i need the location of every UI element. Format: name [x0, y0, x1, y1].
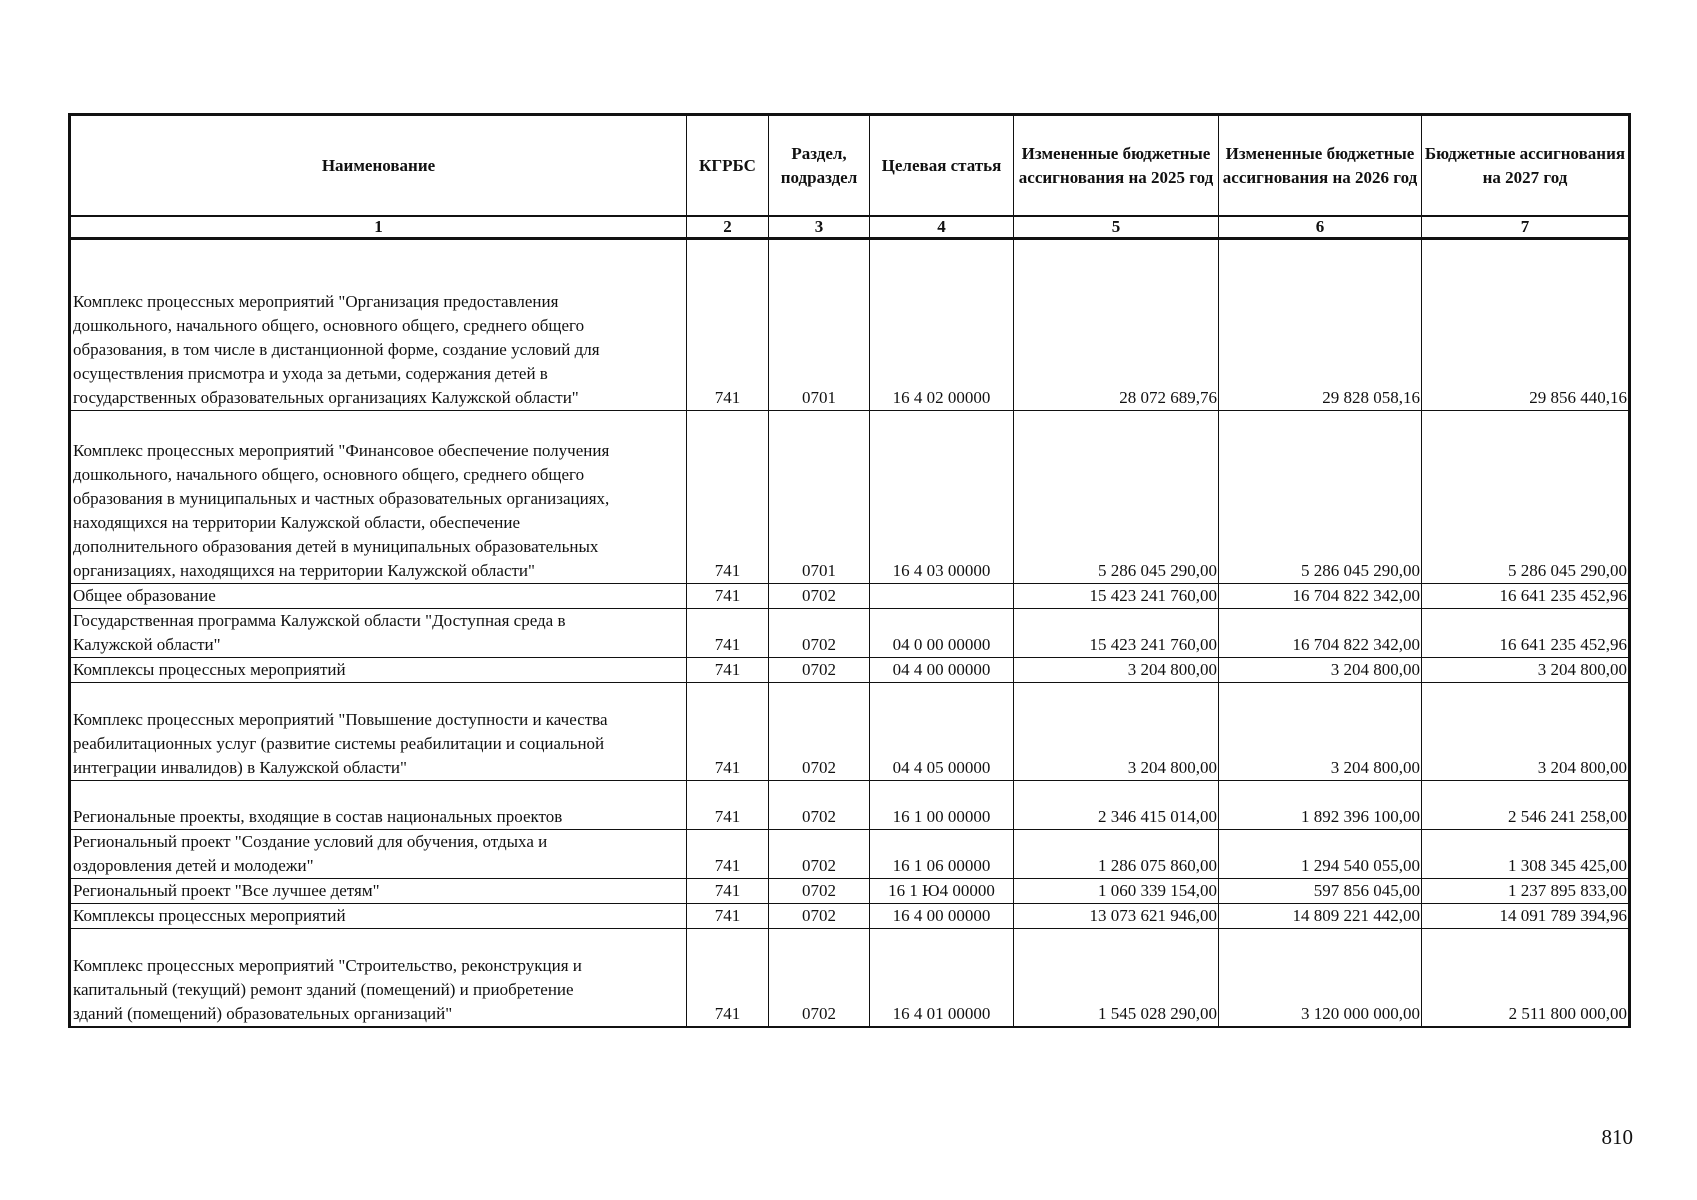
- row-amount-2027: 1 308 345 425,00: [1422, 830, 1630, 879]
- row-name: Региональный проект "Создание условий для обучения, отдыха и оздоровления детей и молодежи": [70, 830, 687, 879]
- header-2027: Бюджетные ассигнования на 2027 год: [1422, 115, 1630, 217]
- row-amount-2025: 1 286 075 860,00: [1014, 830, 1219, 879]
- table-row: [70, 683, 1630, 781]
- row-kgrbs: 741: [687, 239, 769, 411]
- row-amount-2025: 15 423 241 760,00: [1014, 584, 1219, 609]
- row-target: 04 4 05 00000: [870, 683, 1014, 781]
- budget-table: [68, 113, 1631, 1028]
- row-name: Общее образование: [70, 584, 687, 609]
- row-amount-2025: 5 286 045 290,00: [1014, 411, 1219, 584]
- table-row: [70, 658, 1630, 683]
- row-section: 0702: [769, 609, 870, 658]
- row-amount-2025: 1 060 339 154,00: [1014, 879, 1219, 904]
- row-amount-2026: 1 294 540 055,00: [1219, 830, 1422, 879]
- table-row: [70, 411, 1630, 584]
- row-kgrbs: 741: [687, 683, 769, 781]
- row-amount-2026: 3 204 800,00: [1219, 683, 1422, 781]
- header-2025: Измененные бюджетные ассигнования на 2025 год: [1014, 115, 1219, 217]
- row-amount-2026: 5 286 045 290,00: [1219, 411, 1422, 584]
- column-number: 1: [70, 216, 687, 239]
- row-section: 0702: [769, 781, 870, 830]
- row-kgrbs: 741: [687, 879, 769, 904]
- row-target: 16 1 Ю4 00000: [870, 879, 1014, 904]
- row-section: 0702: [769, 929, 870, 1027]
- header-kgrbs: КГРБС: [687, 115, 769, 217]
- row-kgrbs: 741: [687, 929, 769, 1027]
- row-amount-2026: 14 809 221 442,00: [1219, 904, 1422, 929]
- row-amount-2025: 3 204 800,00: [1014, 683, 1219, 781]
- row-amount-2027: 1 237 895 833,00: [1422, 879, 1630, 904]
- row-amount-2027: 2 511 800 000,00: [1422, 929, 1630, 1027]
- row-target: 16 1 06 00000: [870, 830, 1014, 879]
- row-target: 16 4 00 00000: [870, 904, 1014, 929]
- table-row: [70, 239, 1630, 411]
- row-target: 16 1 00 00000: [870, 781, 1014, 830]
- row-section: 0702: [769, 830, 870, 879]
- row-amount-2025: 2 346 415 014,00: [1014, 781, 1219, 830]
- row-amount-2027: 5 286 045 290,00: [1422, 411, 1630, 584]
- row-amount-2026: 16 704 822 342,00: [1219, 609, 1422, 658]
- column-number: 3: [769, 216, 870, 239]
- column-number: 4: [870, 216, 1014, 239]
- header-2026: Измененные бюджетные ассигнования на 2026 год: [1219, 115, 1422, 217]
- page-number: 810: [1601, 1125, 1633, 1149]
- row-amount-2025: 1 545 028 290,00: [1014, 929, 1219, 1027]
- header-row: [70, 115, 1630, 217]
- row-amount-2027: 14 091 789 394,96: [1422, 904, 1630, 929]
- row-amount-2027: 29 856 440,16: [1422, 239, 1630, 411]
- row-section: 0702: [769, 904, 870, 929]
- row-amount-2027: 2 546 241 258,00: [1422, 781, 1630, 830]
- header-name: Наименование: [70, 115, 687, 217]
- row-section: 0701: [769, 239, 870, 411]
- row-kgrbs: 741: [687, 781, 769, 830]
- row-amount-2025: 28 072 689,76: [1014, 239, 1219, 411]
- row-name: Комплекс процессных мероприятий "Финансовое обеспечение получения дошкольного, начального общего, основного общего, среднего общего образования в муниципальных и частных образовательных организациях, находящихся на территории Калужской области, обеспечение дополнительного образования детей в муниципальных образовательных организациях, находящихся на территории Калужской области": [70, 411, 687, 584]
- table-row: [70, 904, 1630, 929]
- row-name: Государственная программа Калужской области "Доступная среда в Калужской области": [70, 609, 687, 658]
- table-row: [70, 830, 1630, 879]
- row-target: 04 0 00 00000: [870, 609, 1014, 658]
- row-amount-2027: 3 204 800,00: [1422, 683, 1630, 781]
- row-amount-2026: 3 120 000 000,00: [1219, 929, 1422, 1027]
- column-number: 5: [1014, 216, 1219, 239]
- row-amount-2027: 3 204 800,00: [1422, 658, 1630, 683]
- row-target: 16 4 03 00000: [870, 411, 1014, 584]
- row-amount-2027: 16 641 235 452,96: [1422, 609, 1630, 658]
- table-row: [70, 879, 1630, 904]
- row-amount-2026: 597 856 045,00: [1219, 879, 1422, 904]
- row-name: Региональные проекты, входящие в состав национальных проектов: [70, 781, 687, 830]
- row-section: 0701: [769, 411, 870, 584]
- row-amount-2026: 16 704 822 342,00: [1219, 584, 1422, 609]
- row-amount-2026: 29 828 058,16: [1219, 239, 1422, 411]
- row-kgrbs: 741: [687, 658, 769, 683]
- table-row: [70, 929, 1630, 1027]
- row-kgrbs: 741: [687, 904, 769, 929]
- row-kgrbs: 741: [687, 411, 769, 584]
- row-amount-2025: 15 423 241 760,00: [1014, 609, 1219, 658]
- row-kgrbs: 741: [687, 584, 769, 609]
- column-number: 2: [687, 216, 769, 239]
- row-amount-2027: 16 641 235 452,96: [1422, 584, 1630, 609]
- row-target: 04 4 00 00000: [870, 658, 1014, 683]
- row-target: [870, 584, 1014, 609]
- column-number: 7: [1422, 216, 1630, 239]
- header-target: Целевая статья: [870, 115, 1014, 217]
- header-section: Раздел, подраздел: [769, 115, 870, 217]
- row-target: 16 4 02 00000: [870, 239, 1014, 411]
- row-name: Региональный проект "Все лучшее детям": [70, 879, 687, 904]
- row-section: 0702: [769, 584, 870, 609]
- table-row: [70, 609, 1630, 658]
- row-name: Комплексы процессных мероприятий: [70, 658, 687, 683]
- row-section: 0702: [769, 658, 870, 683]
- column-number-row: [70, 216, 1630, 239]
- row-section: 0702: [769, 879, 870, 904]
- row-amount-2025: 3 204 800,00: [1014, 658, 1219, 683]
- row-name: Комплекс процессных мероприятий "Строительство, реконструкция и капитальный (текущий) ремонт зданий (помещений) и приобретение зданий (помещений) образовательных организаций": [70, 929, 687, 1027]
- row-kgrbs: 741: [687, 830, 769, 879]
- row-name: Комплексы процессных мероприятий: [70, 904, 687, 929]
- row-amount-2025: 13 073 621 946,00: [1014, 904, 1219, 929]
- column-number: 6: [1219, 216, 1422, 239]
- row-kgrbs: 741: [687, 609, 769, 658]
- table-row: [70, 584, 1630, 609]
- row-name: Комплекс процессных мероприятий "Повышение доступности и качества реабилитационных услуг (развитие системы реабилитации и социальной интеграции инвалидов) в Калужской области": [70, 683, 687, 781]
- row-amount-2026: 3 204 800,00: [1219, 658, 1422, 683]
- row-section: 0702: [769, 683, 870, 781]
- row-name: Комплекс процессных мероприятий "Организация предоставления дошкольного, начального общего, основного общего, среднего общего образования, в том числе в дистанционной форме, создание условий для осуществления присмотра и ухода за детьми, содержания детей в государственных образовательных организациях Калужской области": [70, 239, 687, 411]
- table-row: [70, 781, 1630, 830]
- row-target: 16 4 01 00000: [870, 929, 1014, 1027]
- row-amount-2026: 1 892 396 100,00: [1219, 781, 1422, 830]
